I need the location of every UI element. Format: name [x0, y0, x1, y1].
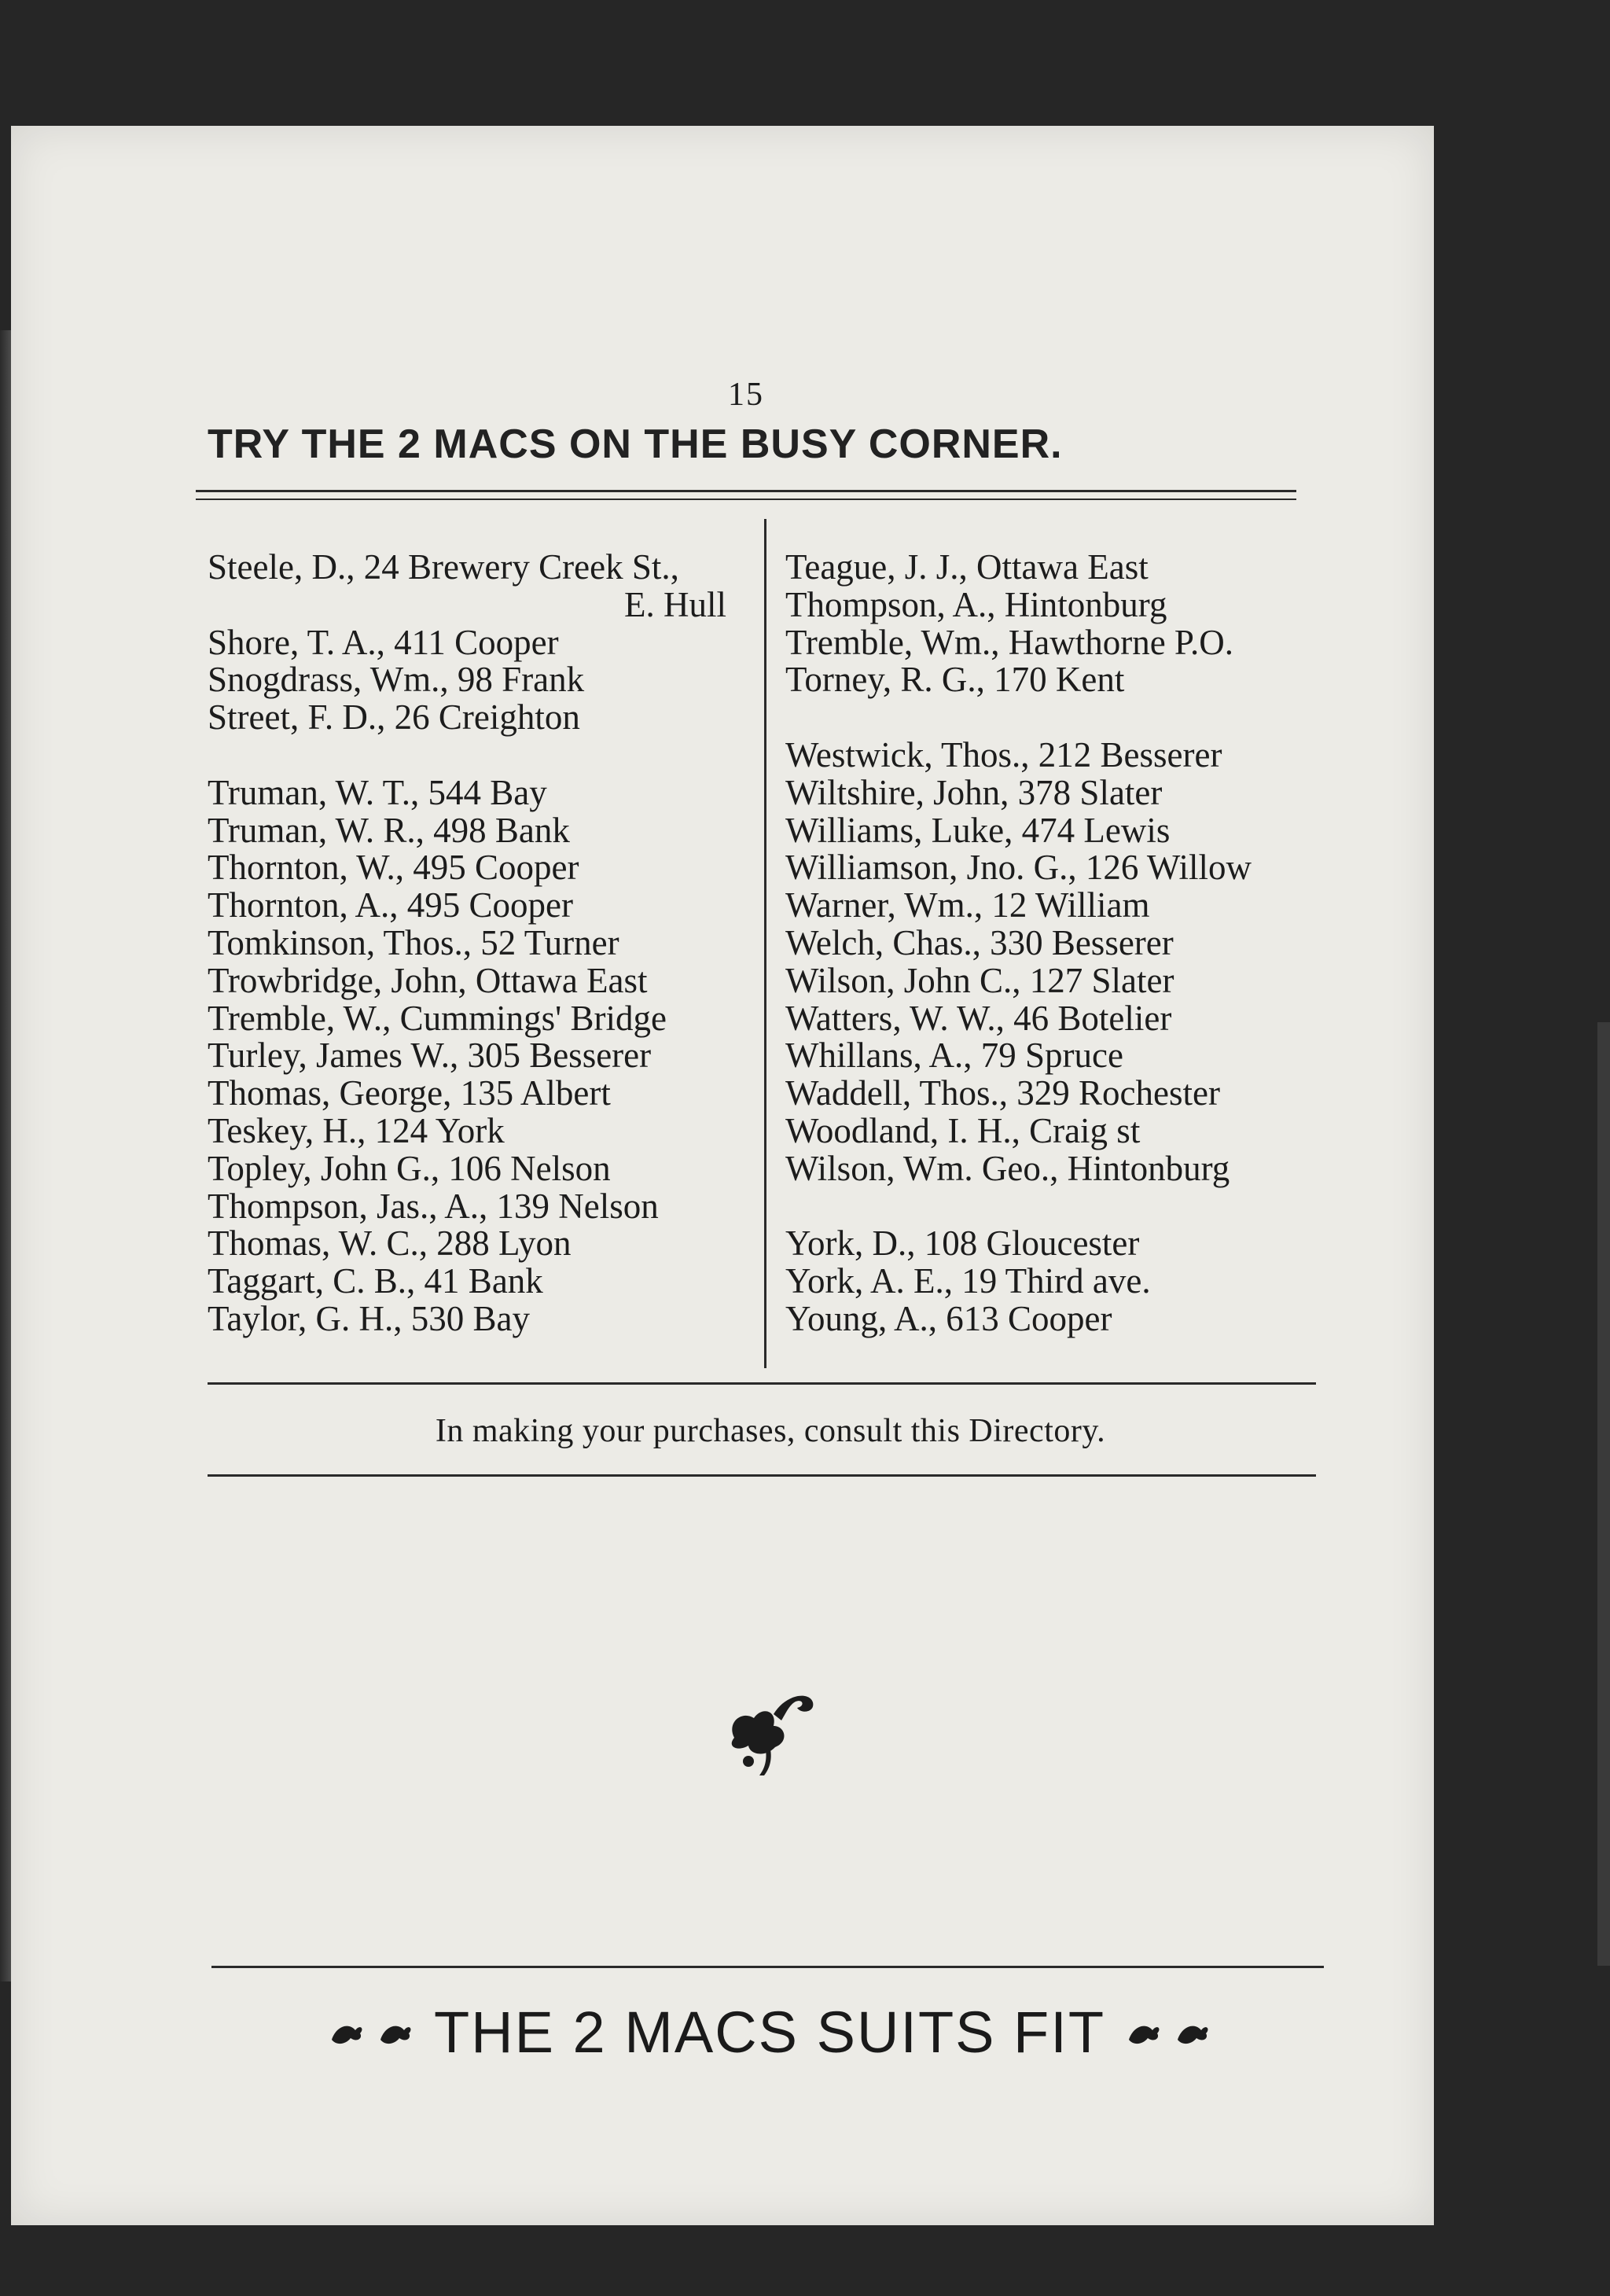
advertisement-rule: [211, 1966, 1324, 1968]
directory-entry: Thompson, Jas., A., 139 Nelson: [208, 1186, 659, 1226]
directory-entry: Warner, Wm., 12 William: [785, 885, 1150, 925]
column-divider: [764, 519, 766, 1368]
footer-rule-top: [208, 1382, 1316, 1385]
directory-entry: Tomkinson, Thos., 52 Turner: [208, 922, 619, 962]
directory-entry: Truman, W. T., 544 Bay: [208, 772, 547, 812]
advertisement-text: THE 2 MACS SUITS FIT: [433, 1999, 1106, 2065]
header-rule-top: [196, 490, 1296, 492]
leaf-ornament-icon: [1126, 2016, 1162, 2048]
page-number: 15: [728, 377, 764, 413]
directory-entry: Truman, W. R., 498 Bank: [208, 810, 570, 850]
directory-entry: Wiltshire, John, 378 Slater: [785, 772, 1163, 812]
section-gap: [785, 699, 1336, 737]
directory-entry: Westwick, Thos., 212 Besserer: [785, 734, 1222, 775]
directory-entry: Torney, R. G., 170 Kent: [785, 660, 1125, 700]
directory-entry: Watters, W. W., 46 Botelier: [785, 998, 1172, 1038]
directory-entry: Williamson, Jno. G., 126 Willow: [785, 848, 1252, 888]
footer-rule-bottom: [208, 1474, 1316, 1477]
leaf-ornament-icon: [1174, 2016, 1211, 2048]
header-rule-bottom: [196, 499, 1296, 500]
directory-entry: York, D., 108 Gloucester: [785, 1223, 1140, 1264]
directory-entry: Thornton, W., 495 Cooper: [208, 848, 579, 888]
directory-entry: Snogdrass, Wm., 98 Frank: [208, 660, 585, 700]
directory-entry: Thompson, A., Hintonburg: [785, 584, 1167, 624]
directory-entry: Topley, John G., 106 Nelson: [208, 1148, 611, 1188]
section-gap: [785, 1188, 1336, 1226]
directory-entry-continuation: E. Hull: [624, 584, 726, 624]
advertisement-banner: [223, 1996, 1316, 2068]
floral-ornament-icon: [719, 1683, 821, 1777]
directory-entry: Steele, D., 24 Brewery Creek St.,: [208, 547, 679, 587]
directory-page: [11, 126, 1434, 2225]
directory-entry: Woodland, I. H., Craig st: [785, 1110, 1141, 1150]
leaf-ornament-icon: [377, 2016, 414, 2048]
page-header: TRY THE 2 MACS ON THE BUSY CORNER.: [208, 421, 1063, 467]
directory-column-right: [785, 549, 1336, 1338]
book-binding-edge-right: [1597, 1022, 1610, 1966]
directory-entry: Whillans, A., 79 Spruce: [785, 1036, 1123, 1076]
directory-entry: Shore, T. A., 411 Cooper: [208, 622, 559, 662]
directory-entry: Taggart, C. B., 41 Bank: [208, 1261, 543, 1301]
directory-entry: Waddell, Thos., 329 Rochester: [785, 1073, 1220, 1113]
directory-entry: Taylor, G. H., 530 Bay: [208, 1298, 530, 1338]
directory-entry: Welch, Chas., 330 Besserer: [785, 922, 1174, 962]
directory-entry: Teague, J. J., Ottawa East: [785, 547, 1149, 587]
directory-entry: Thomas, George, 135 Albert: [208, 1073, 611, 1113]
directory-entry: Tremble, W., Cummings' Bridge: [208, 998, 667, 1038]
directory-entry: Turley, James W., 305 Besserer: [208, 1036, 652, 1076]
directory-column-left: [208, 549, 750, 1338]
directory-entry: Williams, Luke, 474 Lewis: [785, 810, 1171, 850]
directory-entry: Tremble, Wm., Hawthorne P.O.: [785, 622, 1233, 662]
directory-entry: Trowbridge, John, Ottawa East: [208, 960, 648, 1000]
directory-entry: Thomas, W. C., 288 Lyon: [208, 1223, 572, 1264]
directory-entry: Wilson, John C., 127 Slater: [785, 960, 1174, 1000]
directory-entry: Teskey, H., 124 York: [208, 1110, 505, 1150]
directory-entry: Thornton, A., 495 Cooper: [208, 885, 573, 925]
directory-entry: Street, F. D., 26 Creighton: [208, 697, 580, 738]
directory-entry: York, A. E., 19 Third ave.: [785, 1261, 1151, 1301]
section-gap: [208, 737, 750, 775]
leaf-ornament-icon: [329, 2016, 365, 2048]
footer-note: In making your purchases, consult this Directory.: [435, 1413, 1106, 1449]
directory-entry: Young, A., 613 Cooper: [785, 1298, 1112, 1338]
directory-entry: Wilson, Wm. Geo., Hintonburg: [785, 1148, 1230, 1188]
